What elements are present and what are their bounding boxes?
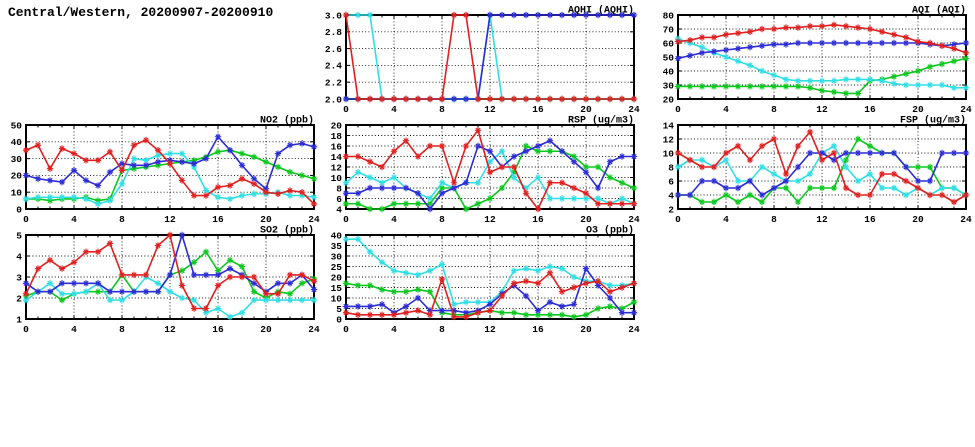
y-tick-label: 10 bbox=[330, 293, 342, 305]
x-tick-label: 16 bbox=[212, 324, 224, 335]
x-tick-label: 12 bbox=[816, 214, 828, 225]
x-tick-label: 20 bbox=[580, 214, 592, 225]
x-tick-label: 0 bbox=[343, 104, 349, 115]
y-tick-label: 8 bbox=[336, 183, 342, 195]
y-tick-label: 30 bbox=[330, 251, 342, 263]
x-tick-label: 12 bbox=[816, 104, 828, 115]
x-tick-label: 20 bbox=[912, 214, 924, 225]
y-tick-label: 20 bbox=[330, 120, 342, 132]
y-tick-label: 3 bbox=[16, 272, 22, 284]
x-tick-label: 4 bbox=[391, 324, 397, 335]
y-tick-label: 12 bbox=[662, 134, 674, 146]
x-tick-label: 16 bbox=[532, 324, 544, 335]
chart-aqhi bbox=[320, 5, 642, 117]
y-tick-label: 12 bbox=[330, 162, 342, 174]
y-tick-label: 1 bbox=[16, 314, 22, 326]
x-tick-label: 4 bbox=[723, 214, 729, 225]
chart-fsp bbox=[652, 115, 974, 227]
rsp-plot-svg bbox=[320, 115, 640, 227]
x-tick-label: 8 bbox=[771, 214, 777, 225]
y-tick-label: 20 bbox=[10, 170, 22, 182]
x-tick-label: 8 bbox=[771, 104, 777, 115]
x-tick-label: 20 bbox=[580, 324, 592, 335]
page-title: Central/Western, 20200907-20200910 bbox=[8, 5, 274, 20]
x-tick-label: 12 bbox=[484, 324, 496, 335]
chart-title: FSP (ug/m3) bbox=[899, 115, 966, 127]
chart-rsp bbox=[320, 115, 642, 227]
y-tick-label: 50 bbox=[10, 120, 22, 132]
chart-no2 bbox=[0, 115, 322, 227]
x-tick-label: 24 bbox=[960, 104, 972, 115]
x-tick-label: 8 bbox=[439, 214, 445, 225]
y-tick-label: 40 bbox=[662, 66, 674, 78]
x-tick-label: 12 bbox=[164, 214, 176, 225]
y-tick-label: 4 bbox=[336, 204, 342, 216]
x-tick-label: 12 bbox=[484, 104, 496, 115]
chart-title: O3 (ppb) bbox=[585, 225, 634, 237]
y-tick-label: 18 bbox=[330, 130, 342, 142]
y-tick-label: 10 bbox=[330, 172, 342, 184]
x-tick-label: 4 bbox=[391, 214, 397, 225]
x-tick-label: 0 bbox=[343, 214, 349, 225]
y-tick-label: 10 bbox=[662, 148, 674, 160]
chart-title: SO2 (ppb) bbox=[259, 225, 314, 237]
y-tick-label: 14 bbox=[330, 151, 342, 163]
chart-title: AQHI (AQHI) bbox=[567, 5, 634, 17]
x-tick-label: 24 bbox=[628, 214, 640, 225]
y-tick-label: 10 bbox=[10, 187, 22, 199]
aqhi-plot-svg bbox=[320, 5, 640, 117]
x-tick-label: 16 bbox=[532, 104, 544, 115]
x-tick-label: 20 bbox=[912, 104, 924, 115]
y-tick-label: 2.0 bbox=[324, 94, 342, 106]
x-tick-label: 0 bbox=[23, 214, 29, 225]
y-tick-label: 14 bbox=[662, 120, 674, 132]
y-tick-label: 30 bbox=[662, 80, 674, 92]
y-tick-label: 20 bbox=[662, 94, 674, 106]
y-tick-label: 50 bbox=[662, 52, 674, 64]
x-tick-label: 24 bbox=[628, 324, 640, 335]
x-tick-label: 16 bbox=[532, 214, 544, 225]
x-tick-label: 12 bbox=[484, 214, 496, 225]
blue-series-markers bbox=[23, 232, 317, 295]
y-tick-label: 2.8 bbox=[324, 27, 342, 39]
y-tick-label: 2.4 bbox=[324, 60, 342, 72]
x-tick-label: 16 bbox=[212, 214, 224, 225]
y-tick-label: 0 bbox=[336, 314, 342, 326]
y-tick-label: 6 bbox=[668, 176, 674, 188]
x-tick-label: 0 bbox=[675, 214, 681, 225]
x-tick-label: 8 bbox=[119, 214, 125, 225]
y-tick-label: 60 bbox=[662, 38, 674, 50]
y-tick-label: 5 bbox=[336, 303, 342, 315]
y-tick-label: 5 bbox=[16, 230, 22, 242]
x-tick-label: 16 bbox=[864, 214, 876, 225]
y-tick-label: 0 bbox=[16, 204, 22, 216]
x-tick-label: 8 bbox=[439, 104, 445, 115]
chart-so2 bbox=[0, 225, 322, 337]
x-tick-label: 20 bbox=[580, 104, 592, 115]
aqi-plot-svg bbox=[652, 5, 972, 117]
y-tick-label: 15 bbox=[330, 282, 342, 294]
x-tick-label: 0 bbox=[675, 104, 681, 115]
y-tick-label: 35 bbox=[330, 240, 342, 252]
y-tick-label: 2.2 bbox=[324, 77, 342, 89]
y-tick-label: 2 bbox=[668, 204, 674, 216]
fsp-plot-svg bbox=[652, 115, 972, 227]
y-tick-label: 30 bbox=[10, 153, 22, 165]
chart-title: NO2 (ppb) bbox=[259, 115, 314, 127]
x-tick-label: 0 bbox=[23, 324, 29, 335]
x-tick-label: 8 bbox=[119, 324, 125, 335]
y-tick-label: 2.6 bbox=[324, 43, 342, 55]
y-tick-label: 25 bbox=[330, 261, 342, 273]
y-tick-label: 70 bbox=[662, 24, 674, 36]
x-tick-label: 4 bbox=[391, 104, 397, 115]
chart-title: AQI (AQI) bbox=[911, 5, 966, 17]
chart-aqi bbox=[652, 5, 974, 117]
chart-title: RSP (ug/m3) bbox=[567, 115, 634, 127]
x-tick-label: 4 bbox=[71, 214, 77, 225]
x-tick-label: 20 bbox=[260, 214, 272, 225]
x-tick-label: 24 bbox=[308, 324, 320, 335]
o3-plot-svg bbox=[320, 225, 640, 337]
y-tick-label: 8 bbox=[668, 162, 674, 174]
y-tick-label: 40 bbox=[330, 230, 342, 242]
x-tick-label: 4 bbox=[723, 104, 729, 115]
y-tick-label: 80 bbox=[662, 10, 674, 22]
y-tick-label: 4 bbox=[16, 251, 22, 263]
x-tick-label: 24 bbox=[960, 214, 972, 225]
so2-plot-svg bbox=[0, 225, 320, 337]
y-tick-label: 20 bbox=[330, 272, 342, 284]
y-tick-label: 2 bbox=[16, 293, 22, 305]
x-tick-label: 24 bbox=[628, 104, 640, 115]
y-tick-label: 16 bbox=[330, 141, 342, 153]
y-tick-label: 4 bbox=[668, 190, 674, 202]
y-tick-label: 3.0 bbox=[324, 10, 342, 22]
x-tick-label: 20 bbox=[260, 324, 272, 335]
x-tick-label: 24 bbox=[308, 214, 320, 225]
y-tick-label: 40 bbox=[10, 137, 22, 149]
x-tick-label: 4 bbox=[71, 324, 77, 335]
x-tick-label: 16 bbox=[864, 104, 876, 115]
no2-plot-svg bbox=[0, 115, 320, 227]
y-tick-label: 6 bbox=[336, 193, 342, 205]
x-tick-label: 8 bbox=[439, 324, 445, 335]
chart-o3 bbox=[320, 225, 642, 337]
x-tick-label: 12 bbox=[164, 324, 176, 335]
x-tick-label: 0 bbox=[343, 324, 349, 335]
